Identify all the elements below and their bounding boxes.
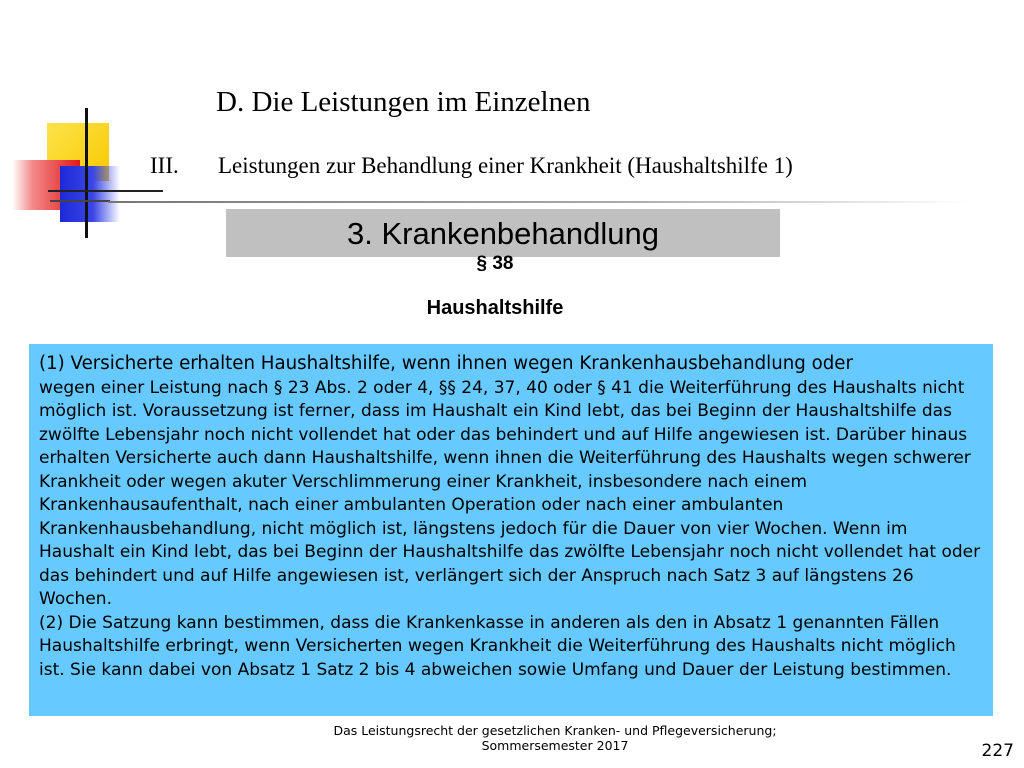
logo-horizontal-line	[48, 190, 163, 192]
logo-blue-square	[60, 166, 120, 222]
footer-course-title: Das Leistungsrecht der gesetzlichen Kranken- und Pflegeversicherung;	[333, 723, 777, 738]
law-paragraph-1-body: wegen einer Leistung nach § 23 Abs. 2 oder 4, §§ 24, 37, 40 oder § 41 die Weiterführung des Haushalts nicht möglich ist. Voraussetzung ist ferner, dass im Haushalt ein Kind lebt, das bei Beginn der Haushaltshilfe das zwölfte Lebensjahr noch nicht vollendet hat oder das behindert und auf Hilfe angewiesen ist. Darüber hinaus erhalten Versicherte auch dann Haushaltshilfe, wenn ihnen die Weiterführung des Haushalts wegen schwerer Krankheit oder wegen akuter Verschlimmerung einer Krankheit, insbesondere nach einem Krankenhausaufenthalt, nach einer ambulanten Operation oder nach einer ambulanten Krankenhausbehandlung, nicht möglich ist, längstens jedoch für die Dauer von vier Wochen. Wenn im Haushalt ein Kind lebt, das bei Beginn der Haushaltshilfe das zwölfte Lebensjahr noch nicht vollendet hat oder das behindert und auf Hilfe angewiesen ist, verlängert sich der Anspruch nach Satz 3 auf längstens 26 Wochen.	[39, 377, 981, 609]
subtitle-text: Leistungen zur Behandlung einer Krankheit (Haushaltshilfe 1)	[218, 153, 793, 178]
decorative-logo	[0, 100, 160, 240]
paragraph-number: § 38	[476, 253, 514, 274]
logo-horizontal-line-short	[50, 200, 110, 202]
slide-title: D. Die Leistungen im Einzelnen	[216, 86, 591, 118]
footer-text	[300, 723, 810, 753]
law-paragraph-1-lead: (1) Versicherte erhalten Haushaltshilfe, wenn ihnen wegen Krankenhausbehandlung oder	[39, 353, 853, 374]
law-paragraph-1	[39, 352, 983, 612]
law-text-box	[29, 344, 993, 716]
title-divider	[108, 201, 968, 203]
subtitle-number: III.	[150, 153, 179, 178]
paragraph-title: Haushaltshilfe	[426, 297, 564, 319]
law-paragraph-2: (2) Die Satzung kann bestimmen, dass die Krankenkasse in anderen als den in Absatz 1 genannten Fällen Haushaltshilfe erbringt, wenn Versicherten wegen Krankheit die Weiterführung des Haushalts nicht möglich ist. Sie kann dabei von Absatz 1 Satz 2 bis 4 abweichen sowie Umfang und Dauer der Leistung bestimmen.	[39, 612, 956, 680]
footer-semester: Sommersemester 2017	[481, 738, 629, 753]
slide-subtitle	[150, 153, 793, 179]
section-banner: 3. Krankenbehandlung	[226, 209, 780, 257]
logo-vertical-line	[85, 108, 88, 238]
page-number: 227	[981, 741, 1014, 761]
